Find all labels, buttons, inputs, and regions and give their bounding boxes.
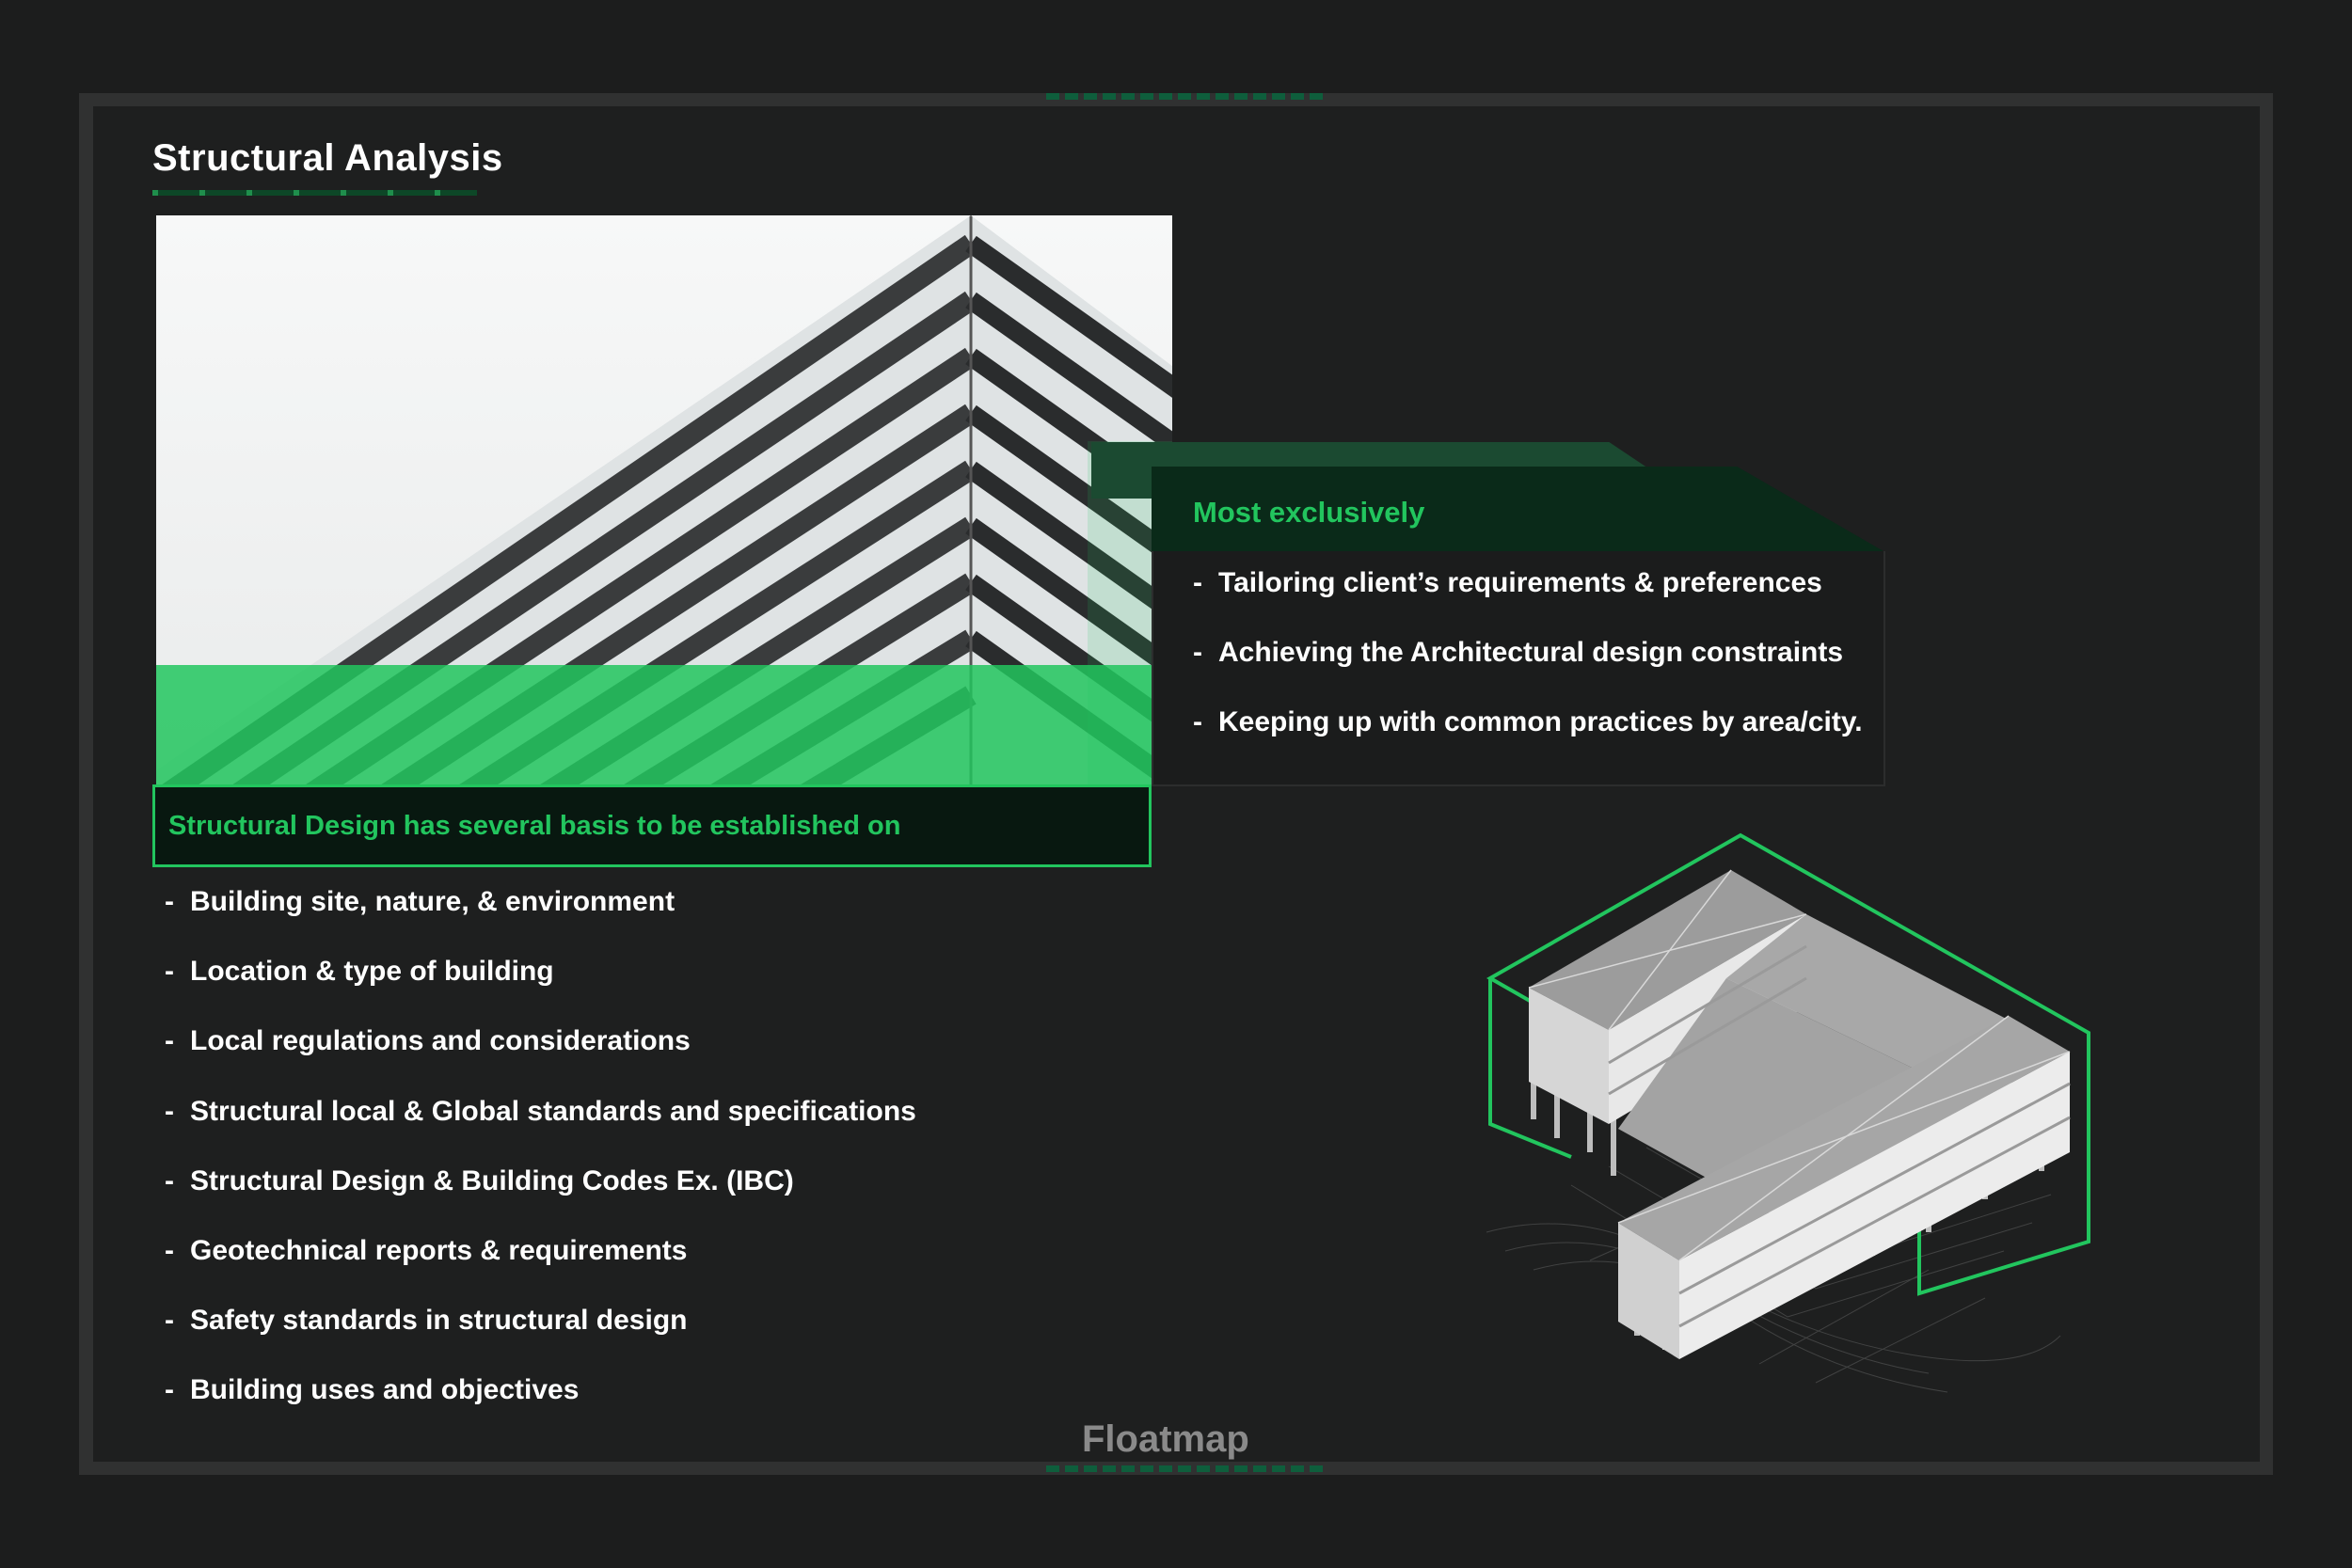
basis-heading: Structural Design has several basis to be established on bbox=[168, 810, 901, 841]
list-item: - Tailoring client’s requirements & preferences bbox=[1193, 567, 1822, 598]
list-item: - Structural local & Global standards and specifications bbox=[165, 1095, 916, 1127]
floatmap-logo: Floatmap bbox=[1082, 1418, 1249, 1460]
basis-heading-box bbox=[152, 784, 1152, 867]
exclusive-heading: Most exclusively bbox=[1193, 496, 1425, 529]
title-underline bbox=[152, 190, 477, 196]
basis-list bbox=[165, 886, 916, 1445]
list-item: - Geotechnical reports & requirements bbox=[165, 1234, 688, 1266]
list-item: - Structural Design & Building Codes Ex. (IBC) bbox=[165, 1164, 794, 1196]
list-item: - Building uses and objectives bbox=[165, 1374, 580, 1406]
list-item: - Location & type of building bbox=[165, 956, 554, 988]
list-item: - Safety standards in structural design bbox=[165, 1305, 688, 1337]
page-title: Structural Analysis bbox=[152, 137, 503, 179]
list-item: - Building site, nature, & environment bbox=[165, 886, 675, 917]
bottom-accent-dashes bbox=[1046, 1465, 1328, 1472]
list-item: - Keeping up with common practices by area/city. bbox=[1193, 706, 1863, 737]
isometric-building-model-icon bbox=[1477, 828, 2098, 1449]
exclusive-list bbox=[1193, 567, 1863, 776]
list-item: - Local regulations and considerations bbox=[165, 1025, 691, 1057]
top-accent-dashes bbox=[1046, 93, 1328, 100]
list-item: - Achieving the Architectural design constraints bbox=[1193, 637, 1844, 668]
building-photo bbox=[156, 215, 1172, 784]
